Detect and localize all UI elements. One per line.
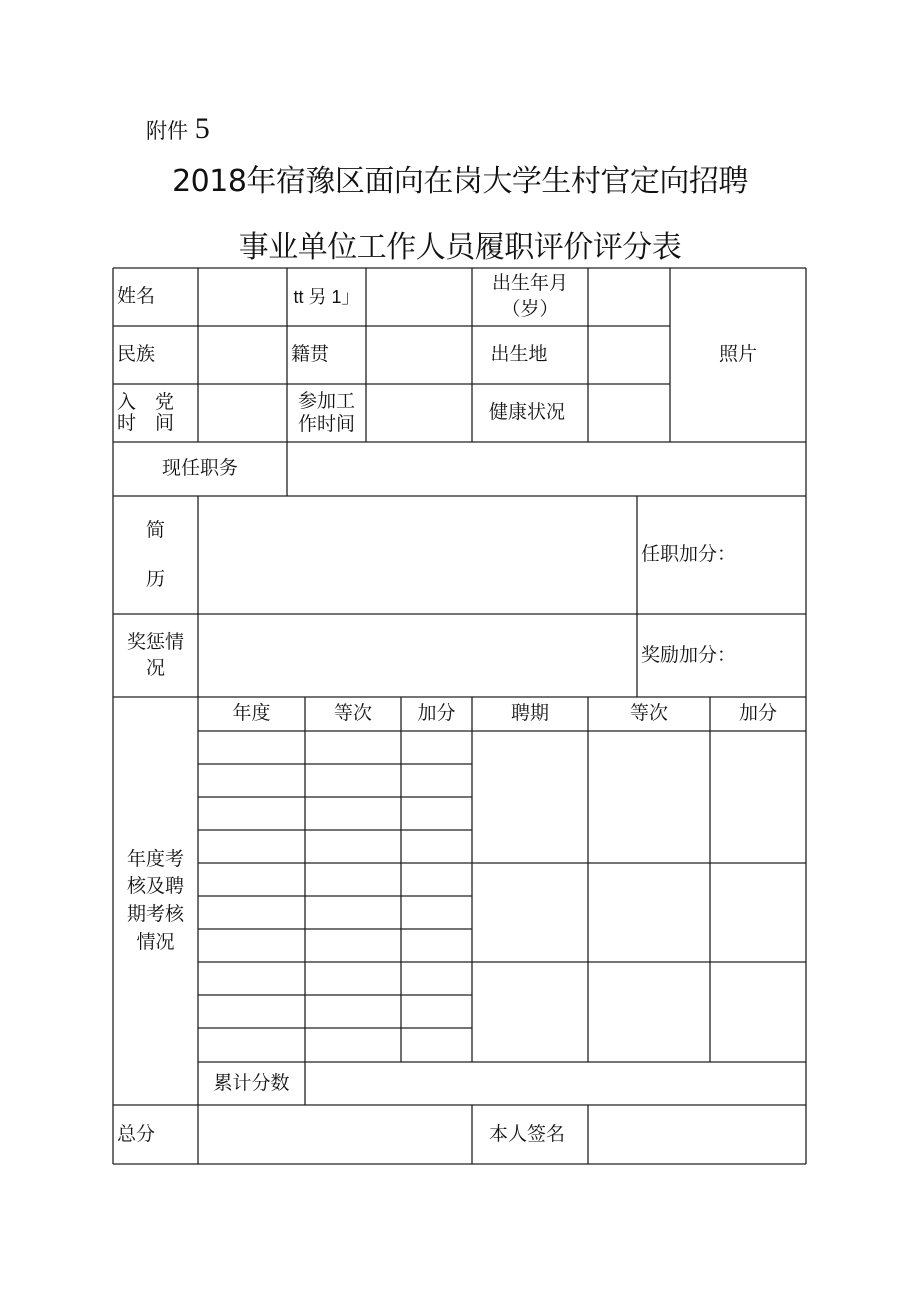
party-join-label (113, 384, 202, 442)
work-start-line-1: 参加工 (297, 390, 355, 413)
current-position-label: 现任职务 (161, 457, 238, 480)
work-start-line-2: 作时间 (297, 413, 355, 435)
resume-field[interactable] (198, 496, 637, 614)
birth-label (472, 268, 588, 326)
party-join-field[interactable] (198, 384, 287, 442)
assessment-line-2: 核及聘 (126, 875, 184, 898)
ethnicity-label: 民族 (117, 343, 156, 366)
signature-label: 本人签名 (488, 1122, 565, 1145)
birthplace-label: 出生地 (490, 343, 548, 366)
birthplace-field[interactable] (588, 326, 670, 384)
awards-line-1: 奖惩情 (126, 630, 184, 653)
native-place-field[interactable] (366, 326, 472, 384)
gender-field[interactable] (366, 268, 472, 326)
birth-field[interactable] (588, 268, 670, 326)
col-year-header: 年度 (232, 702, 271, 725)
col-term-header: 聘期 (510, 702, 549, 725)
awards-line-2: 况 (145, 656, 165, 679)
health-label: 健康状况 (488, 401, 565, 424)
name-field[interactable] (198, 268, 287, 326)
total-score-field[interactable] (198, 1105, 472, 1164)
awards-label (113, 614, 198, 697)
col-term-bonus-header: 加分 (738, 702, 777, 725)
assessment-line-4: 情况 (136, 930, 175, 953)
col-bonus-header: 加分 (417, 702, 456, 725)
attachment-label: 附件 5 (146, 112, 210, 145)
photo-box[interactable]: 照片 (718, 343, 757, 366)
party-join-line-2: 时 间 (117, 412, 175, 434)
work-start-label (287, 384, 366, 442)
assessment-label (113, 697, 198, 1105)
title-line-1: 2018年宿豫区面向在岗大学生村官定向招聘 (172, 164, 748, 199)
signature-field[interactable] (588, 1105, 806, 1164)
resume-label (113, 496, 198, 614)
title-line-2: 事业单位工作人员履职评价评分表 (238, 230, 682, 265)
awards-field[interactable] (198, 614, 637, 697)
party-join-line-1: 入 党 (117, 391, 175, 414)
attachment-number: 5 (194, 112, 210, 145)
gender-label: tt 另 1」 (293, 286, 360, 307)
birth-date-label: 出生年月 (491, 272, 568, 295)
total-score-label: 总分 (117, 1122, 156, 1145)
resume-line-1: 简 (145, 518, 165, 541)
name-label: 姓名 (117, 285, 156, 308)
assessment-line-1: 年度考 (126, 847, 184, 870)
resume-line-2: 历 (145, 568, 165, 590)
col-grade-header: 等次 (333, 702, 372, 725)
col-term-grade-header: 等次 (629, 702, 668, 725)
position-bonus-label: 任职加分： (641, 543, 737, 566)
award-bonus-label: 奖励加分： (641, 643, 737, 666)
cumulative-score-label: 累计分数 (213, 1071, 290, 1094)
cumulative-score-field[interactable] (305, 1062, 806, 1105)
native-place-label: 籍贯 (291, 343, 330, 366)
ethnicity-field[interactable] (198, 326, 287, 384)
work-start-field[interactable] (366, 384, 472, 442)
assessment-line-3: 期考核 (126, 903, 184, 925)
health-field[interactable] (588, 384, 670, 442)
current-position-field[interactable] (287, 442, 806, 496)
age-label: （岁） (501, 298, 559, 320)
